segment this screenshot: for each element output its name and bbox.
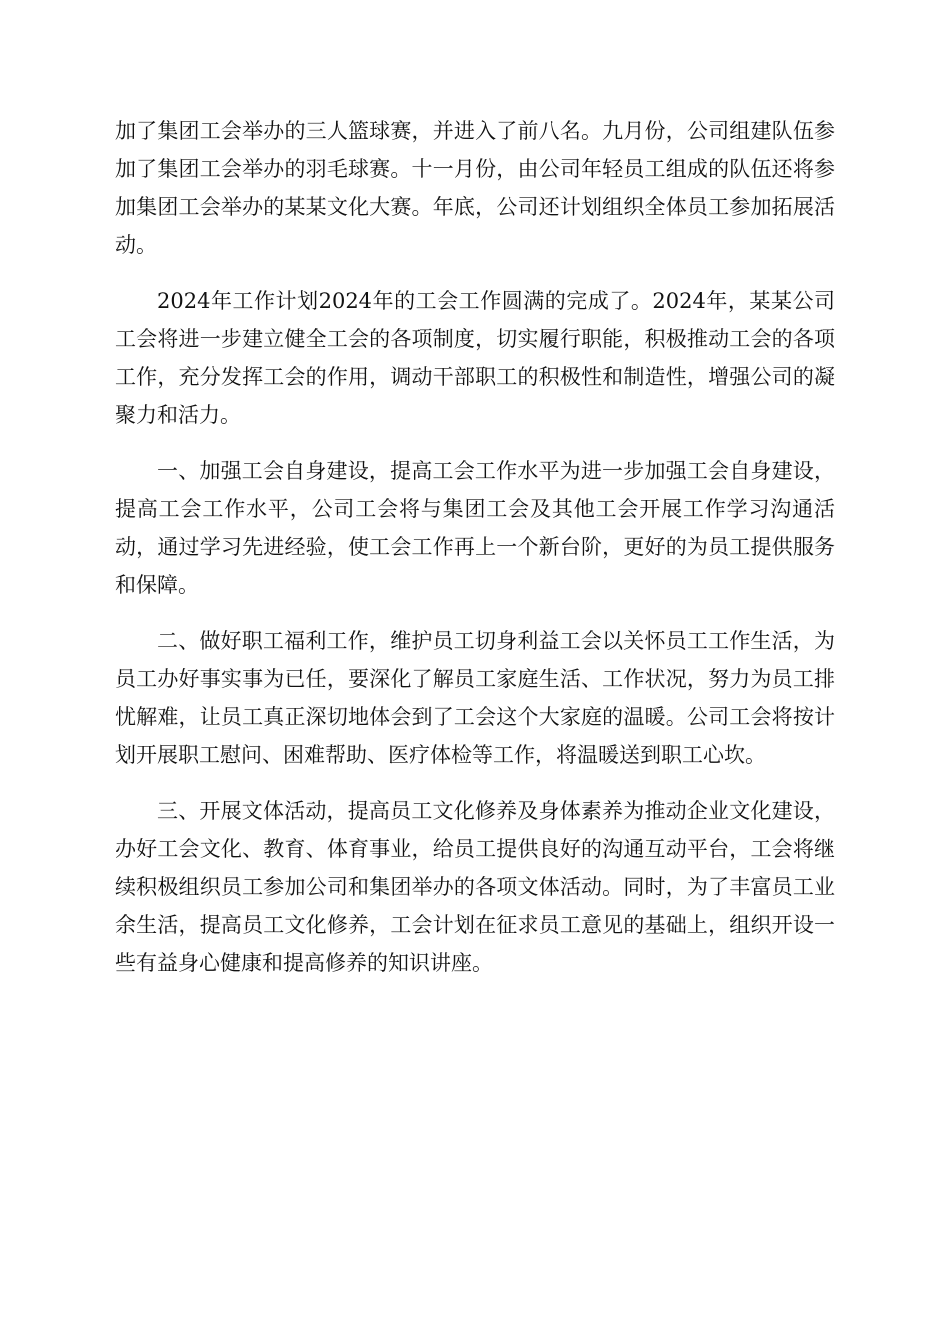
paragraph-continuation: 加了集团工会举办的三人篮球赛，并进入了前八名。九月份，公司组建队伍参加了集团工会举办的羽毛球赛。十一月份，由公司年轻员工组成的队伍还将参加集团工会举办的某某文化大赛。年底，公司还计划组织全体员工参加拓展活动。 xyxy=(115,119,835,257)
document-body xyxy=(115,112,835,1000)
paragraph-section-two: 二、做好职工福利工作，维护员工切身利益工会以关怀员工工作生活，为员工办好事实事为已任，要深化了解员工家庭生活、工作状况，努力为员工排忧解难，让员工真正深切地体会到了工会这个大家庭的温暖。公司工会将按计划开展职工慰问、困难帮助、医疗体检等工作，将温暖送到职工心坎。 xyxy=(115,629,835,767)
paragraph-section-one: 一、加强工会自身建设，提高工会工作水平为进一步加强工会自身建设，提高工会工作水平，公司工会将与集团工会及其他工会开展工作学习沟通活动，通过学习先进经验，使工会工作再上一个新台阶，更好的为员工提供服务和保障。 xyxy=(115,459,835,597)
paragraph-section-three: 三、开展文体活动，提高员工文化修养及身体素养为推动企业文化建设，办好工会文化、教育、体育事业，给员工提供良好的沟通互动平台，工会将继续积极组织员工参加公司和集团举办的各项文体活动。同时，为了丰富员工业余生活，提高员工文化修养，工会计划在征求员工意见的基础上，组织开设一些有益身心健康和提高修养的知识讲座。 xyxy=(115,799,835,975)
paragraph-work-plan: 2024年工作计划2024年的工会工作圆满的完成了。2024年，某某公司工会将进一步建立健全工会的各项制度，切实履行职能，积极推动工会的各项工作，充分发挥工会的作用，调动干部职工的积极性和制造性，增强公司的凝聚力和活力。 xyxy=(115,289,835,427)
